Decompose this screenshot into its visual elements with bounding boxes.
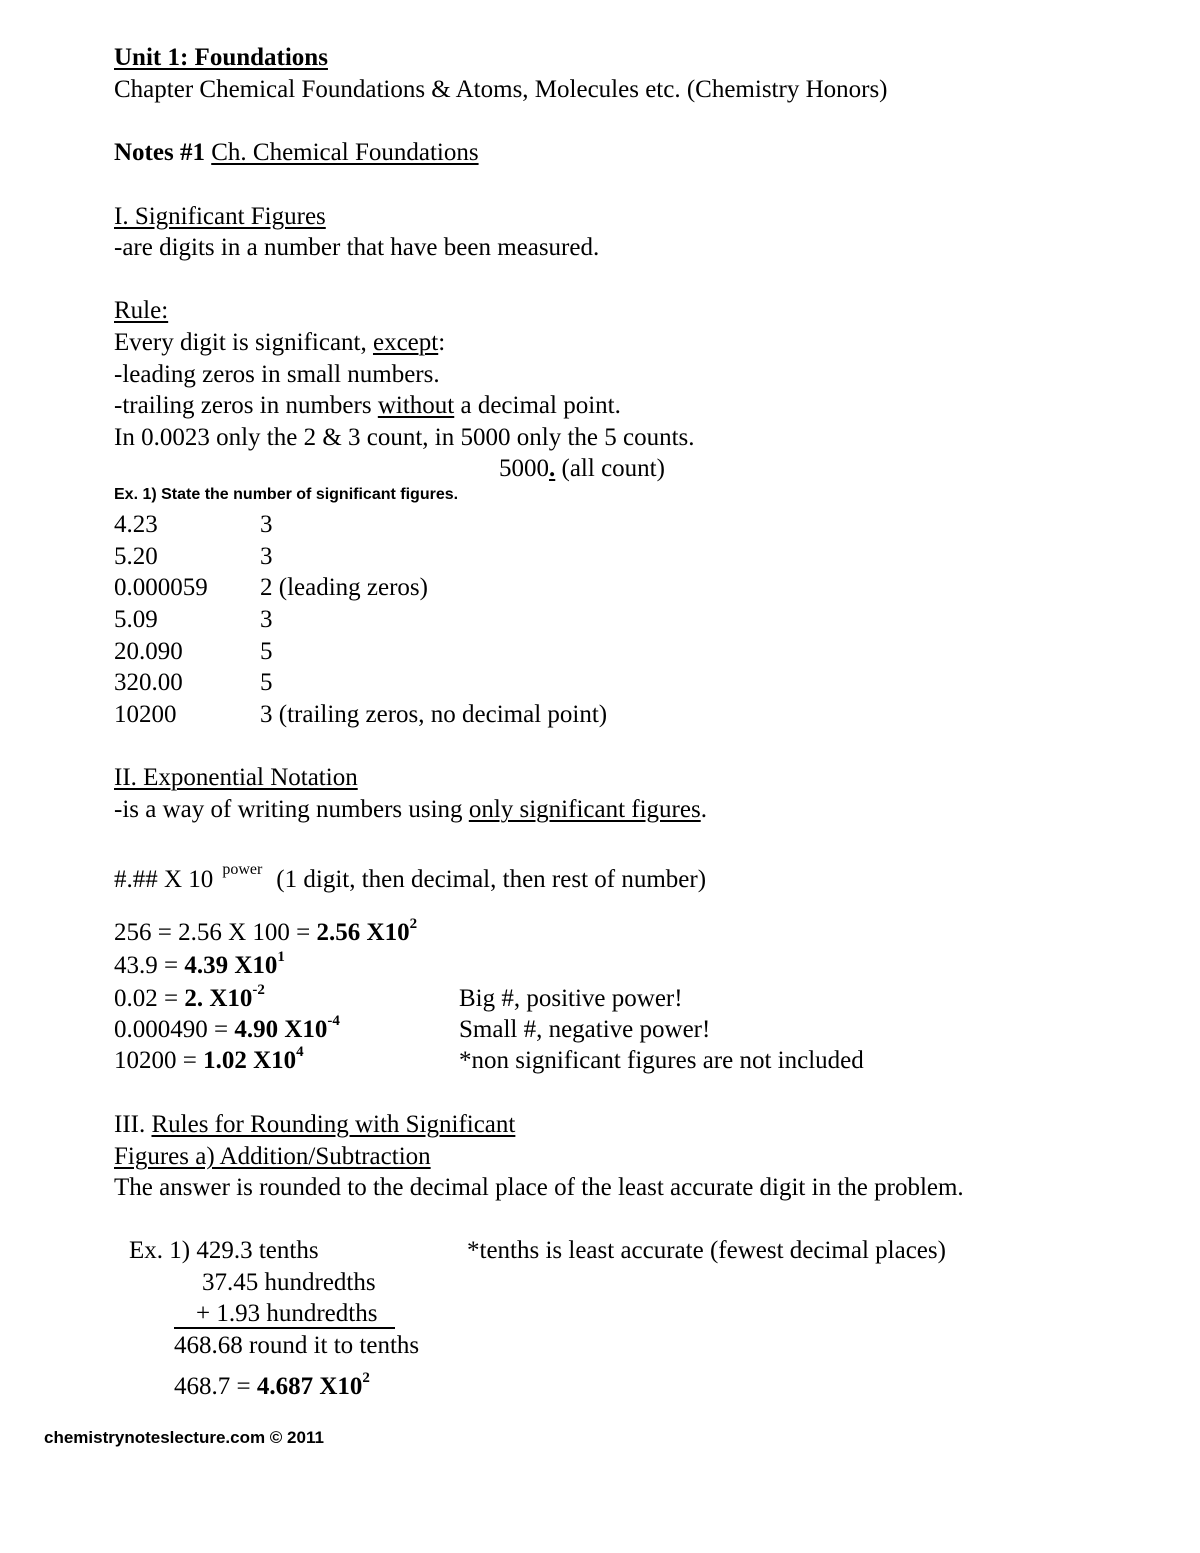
sum-line: 468.68 round it to tenths (174, 1332, 420, 1359)
exp-power: -4 (327, 1012, 340, 1029)
notes-heading (114, 140, 479, 165)
exp-example (114, 1012, 340, 1043)
rule-bullet-1: -leading zeros in small numbers. (114, 361, 440, 388)
addition-ex-label: Ex. 1) 429.3 tenths (129, 1237, 319, 1264)
format-line (114, 861, 707, 893)
row-count: 3 (260, 543, 273, 570)
sigfig-row (114, 638, 273, 665)
row-number: 5.09 (114, 606, 158, 633)
sigfig-row (114, 543, 273, 570)
section3-heading (114, 1112, 515, 1137)
row-number: 0.000059 (114, 574, 208, 601)
row-count: 3 (trailing zeros, no decimal point) (260, 701, 608, 728)
rule-suffix: : (438, 329, 446, 356)
section3-rule: The answer is rounded to the decimal place of the least accurate digit in the problem. (114, 1174, 964, 1201)
example2-dot: . (549, 455, 556, 482)
row-number: 20.090 (114, 638, 183, 665)
rule-text (114, 330, 445, 355)
exp-plain: 256 = 2.56 X 100 = (114, 919, 317, 946)
example2-number: 5000 (499, 455, 549, 482)
sigfig-row (114, 669, 273, 696)
format-power: power (222, 861, 263, 878)
format-text: #.## X 10 (114, 866, 214, 893)
exp-power: -2 (252, 981, 265, 998)
exp-bold: 1.02 X10 (203, 1047, 297, 1074)
result-bold: 4.687 X10 (256, 1373, 363, 1400)
notes-title: Ch. Chemical Foundations (211, 139, 479, 166)
heading-line1: Rules for Rounding with Significant (151, 1111, 516, 1138)
def-underlined: only significant figures (468, 796, 701, 823)
heading-prefix: III. (114, 1111, 152, 1138)
addition-line-2: 37.45 hundredths (202, 1269, 376, 1296)
row-count: 2 (leading zeros) (260, 574, 428, 601)
sigfig-row (114, 606, 273, 633)
bullet2-suffix: a decimal point. (454, 392, 621, 419)
exp-example (114, 915, 418, 946)
row-number: 10200 (114, 701, 177, 728)
exp-note: *non significant figures are not included (459, 1047, 864, 1074)
row-count: 3 (260, 511, 273, 538)
rule-prefix: Every digit is significant, (114, 329, 373, 356)
rule-except: except (372, 329, 439, 356)
addition-ex-note: *tenths is least accurate (fewest decimal places) (467, 1237, 946, 1264)
example-5000 (499, 456, 665, 481)
section2-heading: II. Exponential Notation (114, 764, 358, 791)
sum-divider (174, 1327, 395, 1329)
sigfig-row (114, 701, 608, 728)
def-suffix: . (700, 796, 707, 823)
rule-label: Rule: (114, 297, 169, 324)
notes-label: Notes #1 (114, 139, 205, 166)
bullet2-without: without (377, 392, 455, 419)
unit-title: Unit 1: Foundations (114, 44, 328, 71)
exp-example (114, 1043, 304, 1074)
exp-note: Small #, negative power! (459, 1016, 711, 1043)
exp-plain: 43.9 = (114, 952, 185, 979)
exp-plain: 0.02 = (114, 985, 185, 1012)
exp-bold: 2. X10 (184, 985, 253, 1012)
exercise-label: Ex. 1) State the number of significant figures. (114, 486, 459, 503)
rule-bullet-2 (114, 393, 621, 418)
row-count: 5 (260, 638, 273, 665)
example-line: In 0.0023 only the 2 & 3 count, in 5000 only the 5 counts. (114, 424, 695, 451)
exp-bold: 2.56 X10 (316, 919, 410, 946)
section2-definition (114, 797, 707, 822)
exp-plain: 10200 = (114, 1047, 204, 1074)
addition-line-3: + 1.93 hundredths (196, 1300, 378, 1327)
footer-copyright: chemistrynoteslecture.com © 2011 (44, 1428, 324, 1447)
row-number: 320.00 (114, 669, 183, 696)
section3-heading-line2: Figures a) Addition/Subtraction (114, 1143, 431, 1170)
sigfig-row (114, 511, 273, 538)
exp-bold: 4.90 X10 (234, 1016, 328, 1043)
exp-power: 1 (277, 948, 285, 965)
exp-bold: 4.39 X10 (184, 952, 278, 979)
row-count: 3 (260, 606, 273, 633)
exp-plain: 0.000490 = (114, 1016, 235, 1043)
example2-note: (all count) (555, 455, 665, 482)
exp-power: 2 (409, 915, 418, 932)
format-note: (1 digit, then decimal, then rest of number) (276, 866, 707, 893)
section1-heading: I. Significant Figures (114, 203, 326, 230)
bullet2-prefix: -trailing zeros in numbers (114, 392, 378, 419)
row-number: 5.20 (114, 543, 158, 570)
exp-note: Big #, positive power! (459, 985, 683, 1012)
exp-example (114, 981, 265, 1012)
result-plain: 468.7 = (174, 1373, 257, 1400)
exp-power: 4 (296, 1043, 304, 1060)
row-number: 4.23 (114, 511, 158, 538)
sigfig-row (114, 574, 428, 601)
section1-definition: -are digits in a number that have been measured. (114, 234, 600, 261)
row-count: 5 (260, 669, 273, 696)
result-line (174, 1369, 370, 1400)
def-prefix: -is a way of writing numbers using (114, 796, 469, 823)
chapter-line: Chapter Chemical Foundations & Atoms, Molecules etc. (Chemistry Honors) (114, 76, 888, 103)
exp-example (114, 948, 285, 979)
result-power: 2 (362, 1369, 370, 1386)
